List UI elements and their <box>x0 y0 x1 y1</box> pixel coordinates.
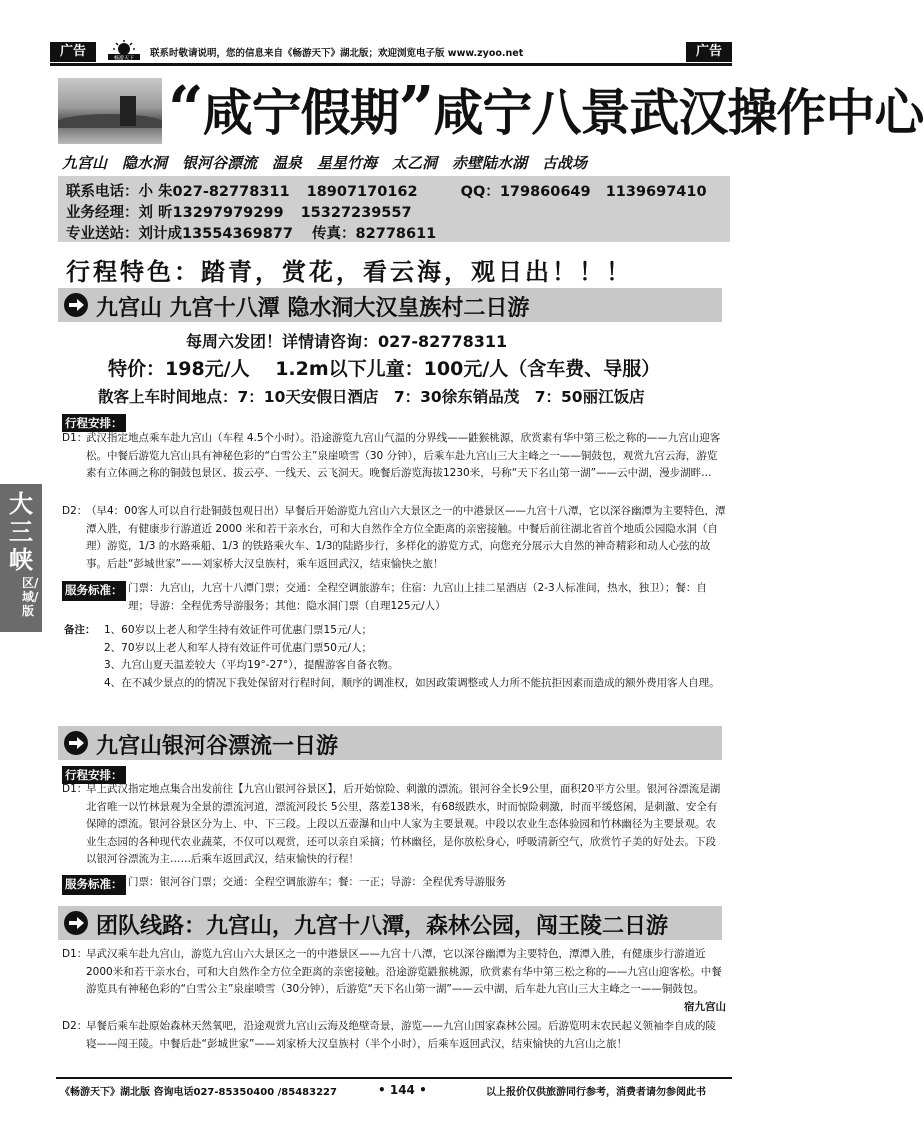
itinerary-label-1-text: 行程安排： <box>62 414 126 432</box>
day-text: （早4：00客人可以自行赴铜鼓包观日出）早餐后开始游览九宫山六大景区之一的中港景区——九宫十八潭，它以深谷幽潭为主要特色，潭潭入胜，有健康步行游道近 2000 米和若干亲水台，可和大自然作全方位全距离的亲密接触。中餐后前往湖北省首个地质公园隐水洞（自理）游览，1/3 的水路乘船、1/3 的铁路乘火车、1/3的陆路步行，多样化的游览方式，向您充分展示大自然的神奇精彩和动人心弦的故事。后赴“彭城世家”——刘家桥大汉皇族村，乘车返回武汉，结束愉快之旅！ <box>86 505 726 570</box>
qq-2: 1139697410 <box>605 184 707 200</box>
section-2-header <box>58 726 722 760</box>
section-3-header <box>58 906 722 940</box>
side-tab <box>0 484 42 632</box>
logo-text: 畅游天下 <box>113 55 135 62</box>
note-item: 3、九宫山夏天温差较大（平均19°-27°），提醒游客自备衣物。 <box>104 659 399 671</box>
sec3-day-2 <box>62 1018 726 1053</box>
notes-list <box>104 622 728 692</box>
tower-shape <box>120 96 136 126</box>
price-info: 特价：198元/人 1.2m以下儿童：100元/人（含车费、导服） <box>108 358 661 380</box>
itinerary-label-2-text: 行程安排： <box>62 766 126 784</box>
tel-label: 联系电话： <box>66 184 139 200</box>
manager-mobile: 15327239557 <box>300 205 412 221</box>
qq-1: 179860649 <box>499 184 591 200</box>
sec3-day-1 <box>62 946 726 1016</box>
fax-value: 82778611 <box>355 226 437 242</box>
ad-tag-left: 广告 <box>50 42 96 62</box>
note-item: 4、在不减少景点的的情况下我处保留对行程时间，顺序的调准权，如因政策调整或人力所不能抗拒因素而造成的额外费用客人自理。 <box>104 676 720 689</box>
section-3-title: 团队线路：九宫山，九宫十八潭，森林公园，闯王陵二日游 <box>96 914 669 939</box>
day-tag: D1： <box>62 783 88 795</box>
qq-label: QQ： <box>460 184 500 200</box>
sun-logo-icon <box>104 40 144 62</box>
day-tag: D1： <box>62 948 88 960</box>
contact-row-manager <box>66 201 412 222</box>
day-text: 早餐后乘车赴原始森林天然氧吧，沿途观赏九宫山云海及绝壁奇景，游览——九宫山国家森林公园。后游览明末农民起义领袖李自成的陵寝——闯王陵。中餐后赴“彭城世家”——刘家桥大汉皇族村（半个小时），后乘车返回武汉，结束愉快的九宫山之旅！ <box>86 1020 716 1050</box>
section-2-title: 九宫山银河谷漂流一日游 <box>96 734 339 759</box>
sec2-day-1 <box>62 781 726 869</box>
service-text: 门票：九宫山，九宫十八潭门票；交通：全程空调旅游车；住宿：九宫山上挂二星酒店（2-3人标准间，热水，独卫）；餐：自理；导游：全程优秀导游服务；其他：隐水洞门票（自理125元/人） <box>128 582 707 612</box>
page-number: • 144 • <box>378 1083 427 1097</box>
sec2-service <box>62 874 726 892</box>
sec1-day-1 <box>62 430 726 483</box>
divider <box>50 63 732 66</box>
tel-mobile: 18907170162 <box>306 184 418 200</box>
lake-shape <box>58 128 162 144</box>
send-label: 专业送站： <box>66 226 139 242</box>
contact-box <box>58 176 730 242</box>
side-tab-small: 区/域/版 <box>22 576 39 618</box>
hero-photo <box>58 78 162 144</box>
section-1-title: 九宫山 九宫十八潭 隐水洞大汉皇族村二日游 <box>96 296 530 321</box>
itinerary-label-1 <box>62 412 126 432</box>
contact-row-tel <box>66 180 707 201</box>
schedule-info: 每周六发团！详情请咨询：027-82778311 <box>186 332 508 351</box>
day-text: 早武汉乘车赴九宫山，游览九宫山六大景区之一的中港景区——九宫十八潭，它以深谷幽潭为主要特色，潭潭入胜，有健康步行游道近2000米和若干亲水台，可和大自然作全方位全距离的亲密接触。沿途游览鼪猴桃源，欣赏素有华中第三松之称的——九宫山迎客松。中餐游览具有神秘色彩的“白雪公主”泉崖喷雪（30分钟），后游览“天下名山第一湖”——云中湖，后车赴九宫山三大主峰之一——铜鼓包。 <box>86 948 722 995</box>
side-tab-big: 大三峡 <box>9 489 33 574</box>
fax-label: 传真： <box>312 226 356 242</box>
send-value: 刘计成13554369877 <box>138 226 293 242</box>
arrow-right-icon <box>64 911 88 935</box>
day-tag: D2： <box>62 1020 88 1032</box>
sec1-day-2 <box>62 503 726 573</box>
notes <box>64 622 728 692</box>
contact-row-send <box>66 222 436 243</box>
scenic-spots: 九宫山 隐水洞 银河谷漂流 温泉 星星竹海 太乙洞 赤壁陆水湖 古战场 <box>62 154 588 172</box>
section-1-header <box>58 288 722 322</box>
ad-tag-right: 广告 <box>686 42 732 62</box>
footer-right: 以上报价仅供旅游同行参考，消费者请勿参阅此书 <box>486 1087 706 1098</box>
note-item: 1、60岁以上老人和学生持有效证件可优惠门票15元/人； <box>104 624 372 636</box>
sec1-service <box>62 580 726 615</box>
manager-label: 业务经理： <box>66 205 139 221</box>
day-tag: D2： <box>62 505 88 517</box>
arrow-right-icon <box>64 731 88 755</box>
tel-name: 小 朱027-82778311 <box>138 184 290 200</box>
day-tag: D1： <box>62 432 88 444</box>
day-text: 早上武汉指定地点集合出发前往【九宫山银河谷景区】，后开始惊险、刺激的漂流。银河谷全长9公里，面积20平方公里。银河谷漂流是湖北省唯一以竹林景观为全景的漂流河道，漂流河段长 5公里，落差138米，有68级跌水，时而惊险刺激，时而平缓悠闲，是刺激、安全有保障的漂流。银河谷景区分为上、中、下三段。上段以五壶瀑和山中人家为主要景观。中段以农业生态体验园和竹林幽径为主要景观。农业生态园的各种现代农业蔬菜，不仅可以观赏，还可以亲自采摘；竹林幽径，是你放松身心，呼吸清新空气，欣赏竹子美的好处去。下段以银河谷漂流为主……后乘车返回武汉，结束愉快的行程！ <box>86 783 721 865</box>
top-banner <box>50 42 732 62</box>
pickup-info: 散客上车时间地点：7：10天安假日酒店 7：30徐东销品茂 7：50丽江饭店 <box>98 388 645 406</box>
manager-value: 刘 昕13297979299 <box>138 205 284 221</box>
arrow-right-icon <box>64 293 88 317</box>
trip-features: 行程特色：踏青，赏花，看云海，观日出！！！ <box>66 257 633 286</box>
service-label: 服务标准： <box>62 875 126 895</box>
overnight-stay: 宿九宫山 <box>684 1000 726 1013</box>
logo <box>104 40 144 62</box>
service-text: 门票：银河谷门票；交通：全程空调旅游车；餐：一正；导游：全程优秀导游服务 <box>128 876 506 888</box>
note-item: 2、70岁以上老人和军人持有效证件可优惠门票50元/人； <box>104 641 372 654</box>
page-title: “咸宁假期”咸宁八景武汉操作中心 <box>168 72 923 145</box>
footer-left: 《畅游天下》湖北版 咨询电话027-85350400 /85483227 <box>60 1087 337 1098</box>
service-label: 服务标准： <box>62 581 126 601</box>
title-brand: 咸宁假期 <box>202 83 399 142</box>
top-note: 联系时敬请说明，您的信息来自《畅游天下》湖北版；欢迎浏览电子版 www.zyoo.net <box>150 48 524 59</box>
day-text: 武汉指定地点乘车赴九宫山（车程 4.5个小时）。沿途游览九宫山气温的分界线——鼪猴桃源，欣赏素有华中第三松之称的——九宫山迎客松。中餐后游览九宫山具有神秘色彩的“白雪公主”泉崖喷雪（30 分钟），后乘车赴九宫山三大主峰之一——铜鼓包，观赏九宫云海，游览素有立体画之称的铜鼓包景区、拔云亭、一线天、云飞洞天。晚餐后游览海拔1230米，号称“天下名山第一湖”——云中湖，漫步湖畔… <box>86 432 721 479</box>
title-rest: 咸宁八景武汉操作中心 <box>433 83 923 142</box>
divider <box>56 1077 732 1079</box>
notes-label: 备注： <box>64 624 96 636</box>
